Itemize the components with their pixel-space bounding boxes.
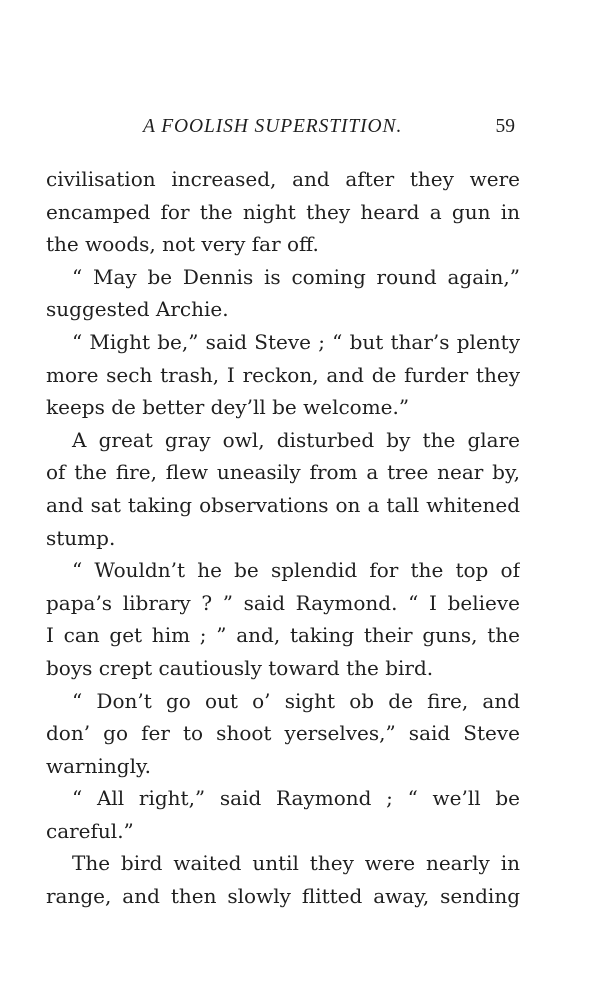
text-line: papa’s library ? ” said Raymond. “ I believe	[46, 590, 520, 615]
text-line: suggested Archie.	[46, 297, 229, 322]
paragraph	[46, 847, 520, 912]
text-line: civilisation increased, and after they were	[46, 167, 520, 191]
paragraph	[46, 782, 520, 847]
text-line: more sech trash, I reckon, and de furder they	[46, 362, 520, 387]
page-number: 59	[495, 116, 515, 137]
running-head	[46, 116, 524, 144]
text-line: “ Don’t go out o’ sight ob de fire, and	[72, 688, 520, 713]
text-line: boys crept cautiously toward the bird.	[46, 655, 434, 680]
text-line: don’ go fer to shoot yerselves,” said Steve	[46, 721, 520, 746]
paragraph	[46, 685, 520, 783]
text-line: “ Wouldn’t he be splendid for the top of	[72, 558, 520, 583]
text-line: of the fire, flew uneasily from a tree near by,	[46, 460, 520, 485]
text-line: keeps de better dey’ll be welcome.”	[46, 395, 410, 420]
text-line: warningly.	[46, 753, 151, 778]
text-line: range, and then slowly flitted away, sending	[46, 884, 520, 909]
running-title: A FOOLISH SUPERSTITION.	[143, 116, 403, 137]
text-line: careful.”	[46, 818, 134, 843]
text-line: The bird waited until they were nearly in	[72, 851, 520, 876]
paragraph	[46, 424, 520, 554]
text-line: I can get him ; ” and, taking their guns, the	[46, 623, 520, 648]
text-line: and sat taking observations on a tall whitened	[46, 492, 520, 517]
text-line: “ All right,” said Raymond ; “ we’ll be	[72, 786, 520, 811]
text-line: “ Might be,” said Steve ; “ but thar’s plenty	[72, 329, 520, 354]
text-line: “ May be Dennis is coming round again,”	[72, 264, 520, 289]
text-line: A great gray owl, disturbed by the glare	[72, 427, 520, 452]
paragraph	[46, 554, 520, 684]
paragraph	[46, 261, 520, 326]
text-line: stump.	[46, 525, 116, 550]
paragraph	[46, 163, 520, 261]
paragraph	[46, 326, 520, 424]
body-text	[46, 163, 520, 913]
text-line: encamped for the night they heard a gun in	[46, 199, 520, 224]
text-line: the woods, not very far off.	[46, 232, 319, 257]
